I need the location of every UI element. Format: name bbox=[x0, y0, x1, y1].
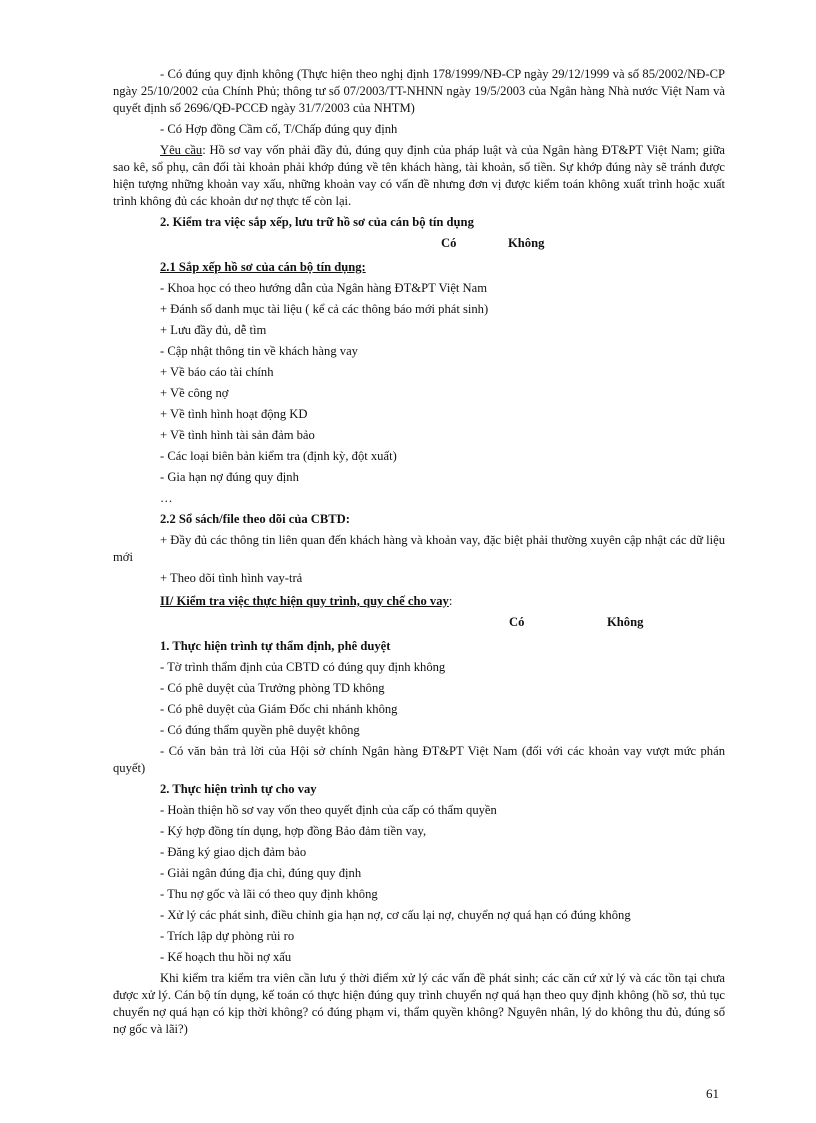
list-item: - Tờ trình thẩm định của CBTD có đúng quy định không bbox=[160, 660, 446, 674]
list-item: - Giải ngân đúng địa chỉ, đúng quy định bbox=[160, 866, 362, 880]
list-item: - Có phê duyệt của Giám Đốc chi nhánh không bbox=[160, 702, 398, 716]
section-2-columns bbox=[113, 235, 725, 255]
list-item: - Thu nợ gốc và lãi có theo quy định không bbox=[160, 887, 378, 901]
list-item: + Theo dõi tình hình vay-trả bbox=[160, 571, 303, 585]
list-item: - Ký hợp đồng tín dụng, hợp đồng Bảo đảm tiền vay, bbox=[160, 824, 427, 838]
intro-item: - Có Hợp đồng Cầm cố, T/Chấp đúng quy định bbox=[160, 122, 398, 136]
list-item: - Cập nhật thông tin về khách hàng vay bbox=[160, 344, 358, 358]
list-item: - Có văn bản trả lời của Hội sở chính Ngân hàng ĐT&PT Việt Nam (đối với các khoản vay vượt mức phán quyết) bbox=[113, 744, 725, 775]
column-no: Không bbox=[508, 236, 545, 250]
list-item: + Về công nợ bbox=[160, 386, 229, 400]
section-2-heading: 2. Kiểm tra việc sắp xếp, lưu trữ hồ sơ của cán bộ tín dụng bbox=[160, 215, 474, 229]
list-ellipsis: … bbox=[160, 491, 173, 505]
column-no: Không bbox=[607, 615, 644, 629]
list-item: - Có phê duyệt của Trưởng phòng TD không bbox=[160, 681, 385, 695]
list-item: + Về tình hình tài sản đảm bảo bbox=[160, 428, 315, 442]
section-ii-1-heading: 1. Thực hiện trình tự thẩm định, phê duyệt bbox=[160, 639, 391, 653]
section-ii-title: II/ Kiểm tra việc thực hiện quy trình, quy chế cho vay bbox=[160, 594, 449, 608]
list-item: - Xử lý các phát sinh, điều chỉnh gia hạn nợ, cơ cấu lại nợ, chuyển nợ quá hạn có đúng không bbox=[160, 908, 631, 922]
page-number: 61 bbox=[706, 1086, 719, 1101]
list-item: - Hoàn thiện hồ sơ vay vốn theo quyết định của cấp có thẩm quyền bbox=[160, 803, 497, 817]
document-page bbox=[113, 66, 725, 1038]
list-item: + Đánh số danh mục tài liệu ( kể cả các thông báo mới phát sinh) bbox=[160, 302, 489, 316]
requirement-label: Yêu cầu bbox=[160, 143, 203, 157]
list-item: - Khoa học có theo hướng dẫn của Ngân hàng ĐT&PT Việt Nam bbox=[160, 281, 488, 295]
section-2-2-heading: 2.2 Sổ sách/file theo dõi của CBTD: bbox=[160, 512, 350, 526]
list-item: - Có đúng thẩm quyền phê duyệt không bbox=[160, 723, 360, 737]
list-item: - Đăng ký giao dịch đảm bảo bbox=[160, 845, 307, 859]
section-ii-2-heading: 2. Thực hiện trình tự cho vay bbox=[160, 782, 317, 796]
column-yes: Có bbox=[441, 236, 457, 250]
list-item: - Các loại biên bản kiểm tra (định kỳ, đột xuất) bbox=[160, 449, 397, 463]
list-item: + Lưu đầy đủ, dễ tìm bbox=[160, 323, 267, 337]
intro-paragraph: - Có đúng quy định không (Thực hiện theo nghị định 178/1999/NĐ-CP ngày 29/12/1999 và số 85/2002/NĐ-CP ngày 25/10/2002 của Chính Phủ; thông tư số 07/2003/TT-NHNN ngày 19/5/2003 của Ngân hàng Nhà nước Việt Nam và quyết định số 2696/QĐ-PCCĐ ngày 31/7/2003 của NHTM) bbox=[113, 67, 725, 115]
list-item: - Gia hạn nợ đúng quy định bbox=[160, 470, 299, 484]
closing-paragraph: Khi kiểm tra kiểm tra viên cần lưu ý thời điểm xử lý các vấn đề phát sinh; các căn cứ xử lý và các tồn tại chưa được xử lý. Cán bộ tín dụng, kế toán có thực hiện đúng quy trình chuyển nợ quá hạn theo quy định không (hồ sơ, thủ tục chuyển nợ quá hạn có kịp thời không? có đúng phạm vi, thẩm quyền không? Nguyên nhân, lý do không thu đủ, đúng số nợ gốc và lãi?) bbox=[113, 971, 725, 1036]
column-yes: Có bbox=[509, 615, 525, 629]
list-item: + Về tình hình hoạt động KD bbox=[160, 407, 308, 421]
list-item: + Đầy đủ các thông tin liên quan đến khách hàng và khoản vay, đặc biệt phải thường xuyên cập nhật các dữ liệu mới bbox=[113, 533, 725, 564]
section-2-1-heading: 2.1 Sắp xếp hồ sơ của cán bộ tín dụng: bbox=[160, 260, 366, 274]
requirement-text: : Hồ sơ vay vốn phải đầy đủ, đúng quy định của pháp luật và của Ngân hàng ĐT&PT Việt Nam; giữa sao kê, sổ phụ, cân đối tài khoản phải khớp đúng về tên khách hàng, tài khoản, số tiền. Sự khớp đúng này sẽ tránh được hiện tượng những khoản vay xấu, những khoản vay có vấn đề nhưng đơn vị được kiểm toán không xuất trình hoặc xuất trình không đủ các khoản dư nợ thực tế còn lại. bbox=[113, 143, 725, 208]
list-item: - Kế hoạch thu hồi nợ xấu bbox=[160, 950, 292, 964]
list-item: + Về báo cáo tài chính bbox=[160, 365, 274, 379]
requirement-paragraph bbox=[113, 142, 725, 210]
list-item: - Trích lập dự phòng rủi ro bbox=[160, 929, 295, 943]
section-ii-colon: : bbox=[448, 594, 453, 608]
section-ii-heading bbox=[113, 593, 725, 610]
section-ii-columns bbox=[113, 614, 725, 634]
